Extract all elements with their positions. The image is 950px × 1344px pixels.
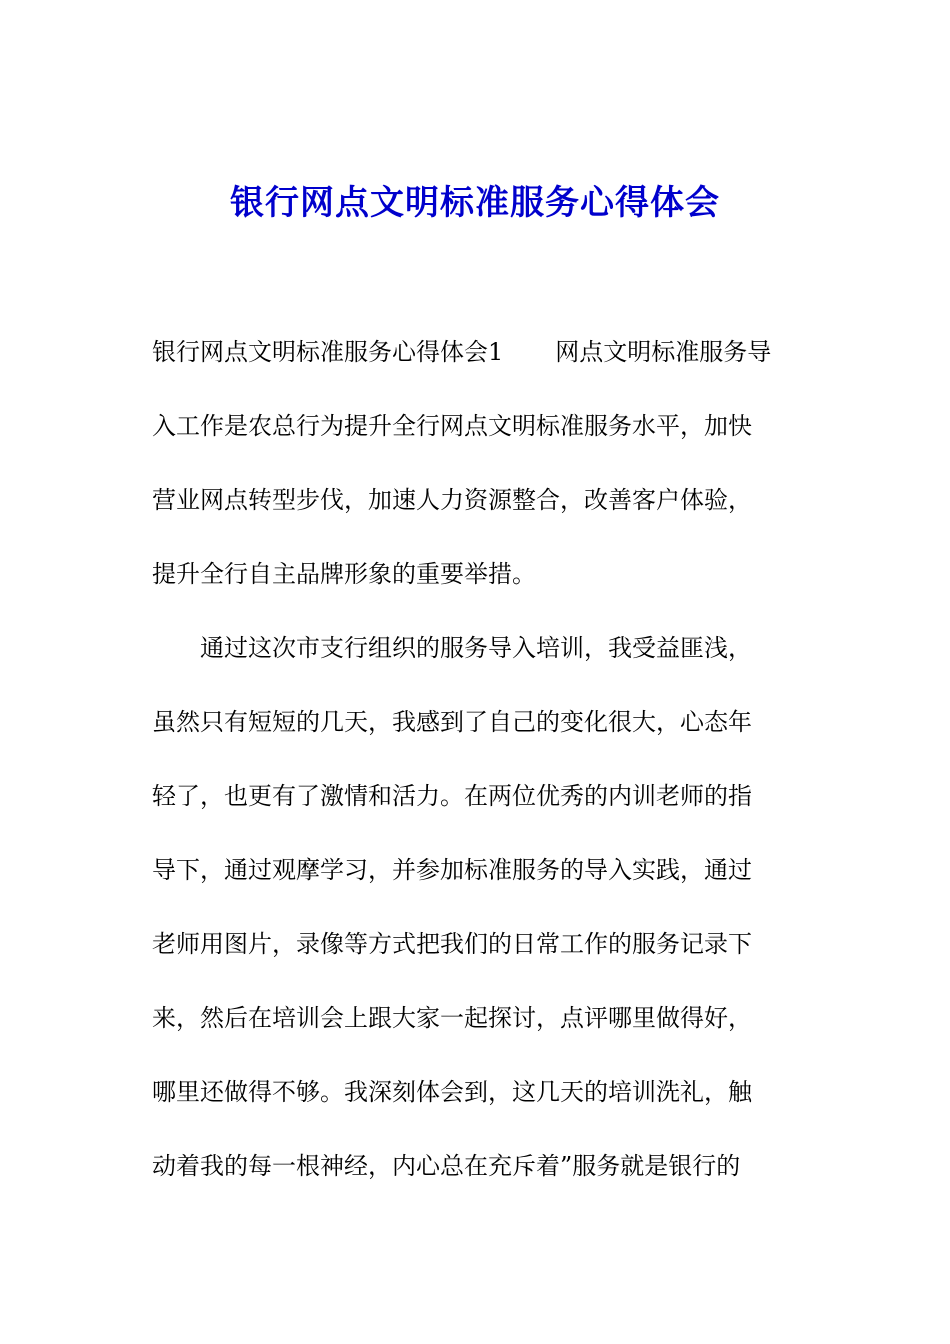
paragraph-1: [152, 315, 812, 611]
paragraph-line: 来，然后在培训会上跟大家一起探讨，点评哪里做得好，: [152, 1004, 752, 1032]
paragraph-line: [152, 315, 812, 389]
paragraph-line: 动着我的每一根神经，内心总在充斥着”服务就是银行的: [152, 1152, 741, 1180]
paragraph-line: 入工作是农总行为提升全行网点文明标准服务水平，加快: [152, 412, 752, 440]
paragraph-text: 网点文明标准服务导: [555, 338, 772, 366]
paragraph-line: 导下，通过观摩学习，并参加标准服务的导入实践，通过: [152, 856, 752, 884]
paragraph-line: 轻了，也更有了激情和活力。在两位优秀的内训老师的指: [152, 782, 752, 810]
paragraph-text: 通过这次市支行组织的服务导入培训，我受益匪浅，: [200, 634, 752, 662]
paragraph-line: 老师用图片，录像等方式把我们的日常工作的服务记录下: [152, 930, 752, 958]
paragraph-line: 营业网点转型步伐，加速人力资源整合，改善客户体验，: [152, 486, 752, 514]
paragraph-2: [152, 611, 812, 1203]
document-title: 银行网点文明标准服务心得体会: [230, 183, 720, 223]
paragraph-line: 提升全行自主品牌形象的重要举措。: [152, 560, 536, 588]
paragraph-line: 虽然只有短短的几天，我感到了自己的变化很大，心态年: [152, 708, 752, 736]
paragraph-line: [152, 611, 812, 685]
section-heading-inline: 银行网点文明标准服务心得体会1: [152, 338, 504, 366]
paragraph-line: 哪里还做得不够。我深刻体会到，这几天的培训洗礼，触: [152, 1078, 752, 1106]
